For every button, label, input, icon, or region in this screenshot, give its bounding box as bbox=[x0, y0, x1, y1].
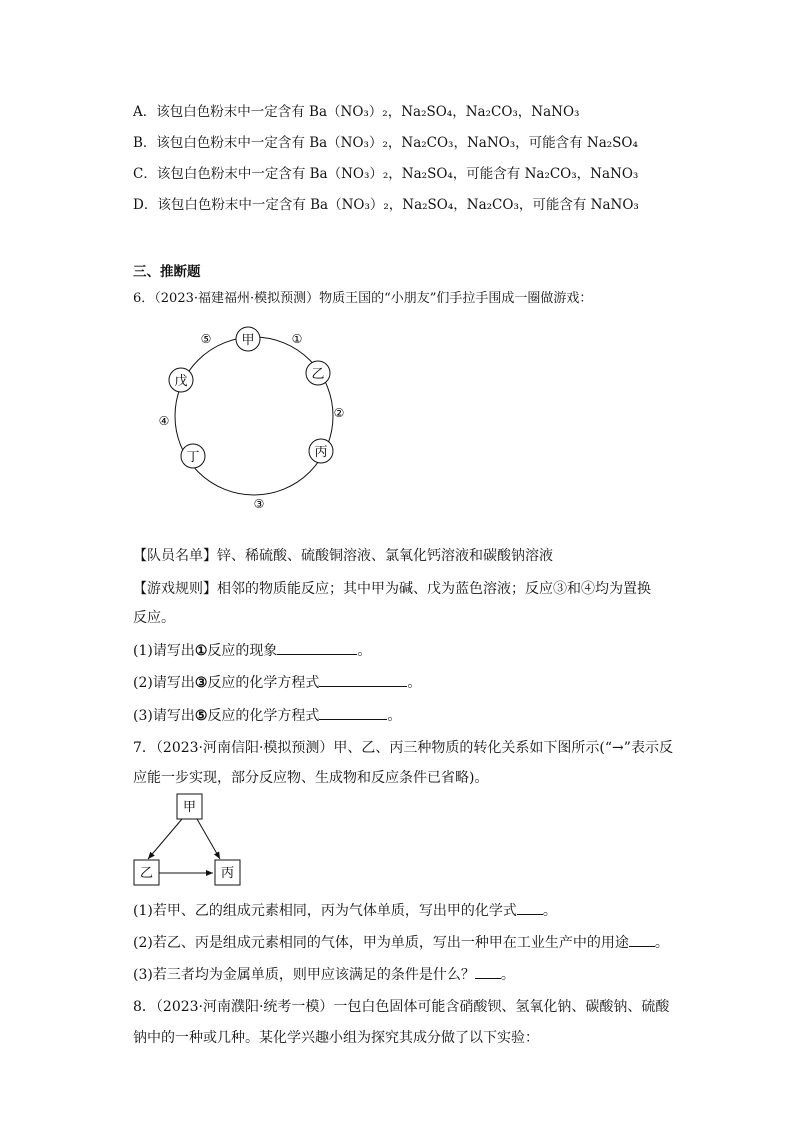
q6-sub1: (1)请写出①反应的现象 。 bbox=[133, 643, 372, 659]
answer-blank[interactable] bbox=[629, 934, 655, 947]
q6-sub3: (3)请写出⑤反应的化学方程式 。 bbox=[133, 708, 402, 724]
q7-sub3: (3)若三者均为金属单质，则甲应该满足的条件是什么？ 。 bbox=[133, 967, 515, 983]
answer-blank[interactable] bbox=[517, 902, 543, 915]
q7-stem-line1: 7．（2023·河南信阳·模拟预测）甲、乙、丙三种物质的转化关系如下图所示(“→”表示反 bbox=[133, 740, 673, 756]
option-b: B．该包白色粉末中一定含有 Ba（NO₃）₂，Na₂CO₃，NaNO₃，可能含有 Na₂SO₄ bbox=[133, 135, 638, 151]
q6-circle-diagram bbox=[150, 320, 370, 520]
q7-stem-line2: 应能一步实现，部分反应物、生成物和反应条件已省略)。 bbox=[133, 770, 489, 786]
node-bing bbox=[309, 439, 333, 463]
svg-text:丙: 丙 bbox=[314, 445, 328, 460]
option-c: C．该包白色粉末中一定含有 Ba（NO₃）₂，Na₂SO₄，可能含有 Na₂CO₃，NaNO₃ bbox=[133, 166, 639, 182]
svg-text:戊: 戊 bbox=[174, 374, 188, 389]
reaction-label-3: ③ bbox=[253, 497, 265, 511]
q8-stem-line1: 8．（2023·河南濮阳·统考一模）一包白色固体可能含硝酸钡、氢氧化钠、碳酸钠、硫酸 bbox=[133, 999, 670, 1015]
box-yi bbox=[134, 860, 159, 885]
node-jia bbox=[236, 327, 260, 351]
q6-team-list: 【队员名单】锌、稀硫酸、硫酸铜溶液、氯氧化钙溶液和碳酸钠溶液 bbox=[133, 548, 553, 564]
svg-text:乙: 乙 bbox=[311, 367, 325, 382]
option-d: D．该包白色粉末中一定含有 Ba（NO₃）₂，Na₂SO₄，Na₂CO₃，可能含有 NaNO₃ bbox=[133, 197, 639, 213]
box-jia bbox=[177, 794, 202, 819]
box-bing bbox=[215, 860, 240, 885]
q7-triangle-diagram bbox=[125, 788, 255, 893]
svg-text:丙: 丙 bbox=[220, 866, 235, 881]
reaction-label-1: ① bbox=[291, 332, 303, 346]
q8-stem-line2: 钠中的一种或几种。某化学兴趣小组为探究其成分做了以下实验： bbox=[133, 1030, 539, 1046]
section-title: 三、推断题 bbox=[133, 264, 201, 280]
q6-stem: 6．（2023·福建福州·模拟预测）物质王国的“小朋友”们手拉手围成一圈做游戏： bbox=[133, 291, 593, 306]
answer-blank[interactable] bbox=[319, 707, 387, 720]
svg-text:甲: 甲 bbox=[241, 333, 255, 348]
reaction-label-4: ④ bbox=[158, 414, 170, 428]
reaction-label-5: ⑤ bbox=[200, 332, 212, 346]
option-a: A．该包白色粉末中一定含有 Ba（NO₃）₂，Na₂SO₄，Na₂CO₃，NaNO₃ bbox=[133, 104, 580, 120]
svg-text:甲: 甲 bbox=[182, 800, 197, 815]
answer-blank[interactable] bbox=[475, 966, 501, 979]
node-wu bbox=[169, 368, 193, 392]
q7-sub2: (2)若乙、丙是组成元素相同的气体，甲为单质，写出一种甲在工业生产中的用途 。 bbox=[133, 935, 669, 951]
q6-rules-line1: 【游戏规则】相邻的物质能反应；其中甲为碱、戊为蓝色溶液；反应③和④均为置换 bbox=[133, 581, 651, 597]
node-ding bbox=[181, 444, 205, 468]
answer-blank[interactable] bbox=[319, 674, 407, 687]
q6-rules-line2: 反应。 bbox=[133, 610, 175, 626]
node-yi bbox=[306, 361, 330, 385]
svg-text:丁: 丁 bbox=[186, 450, 200, 465]
q7-sub1: (1)若甲、乙的组成元素相同，丙为气体单质，写出甲的化学式 。 bbox=[133, 903, 557, 919]
svg-text:乙: 乙 bbox=[139, 866, 154, 881]
q6-sub2: (2)请写出③反应的化学方程式 。 bbox=[133, 675, 422, 691]
answer-blank[interactable] bbox=[277, 642, 357, 655]
reaction-label-2: ② bbox=[333, 406, 345, 420]
